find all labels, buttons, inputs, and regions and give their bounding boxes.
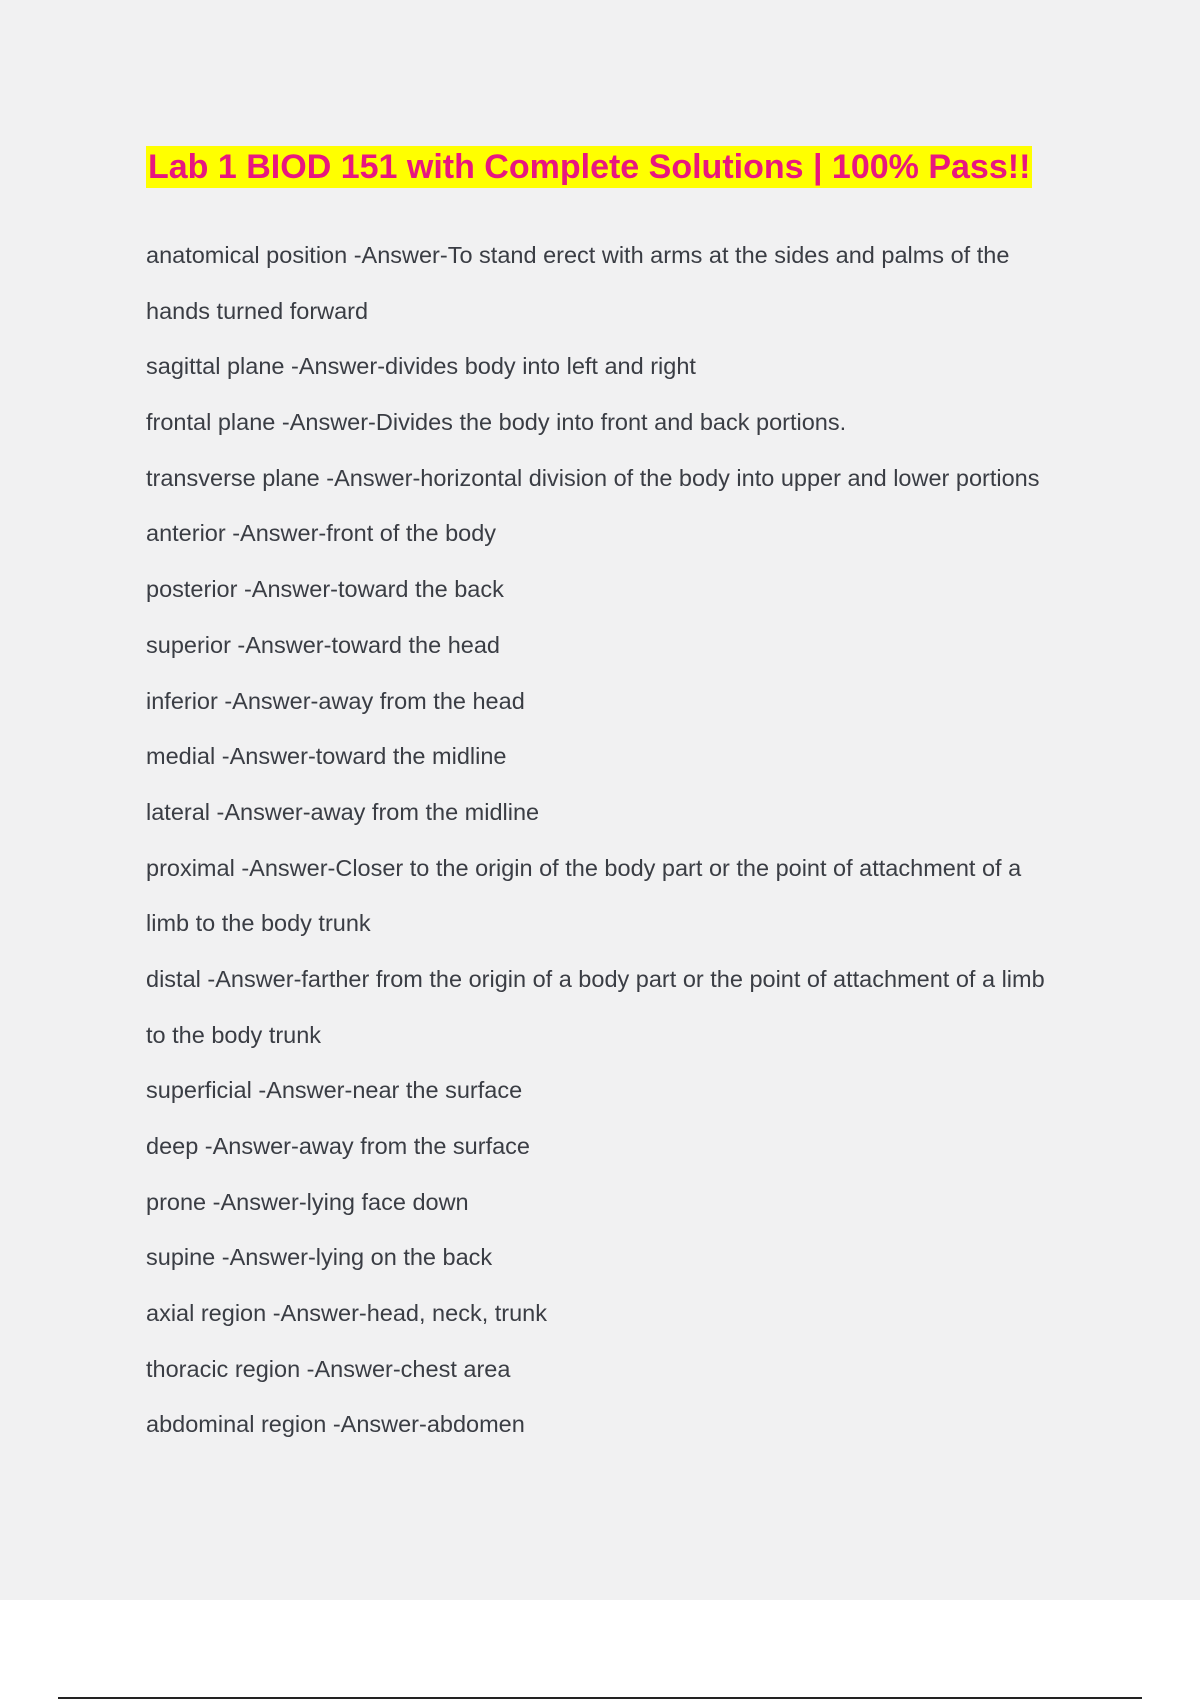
text-line: supine -Answer-lying on the back [146, 1244, 493, 1271]
text-line: deep -Answer-away from the surface [146, 1133, 530, 1159]
text-line: transverse plane -Answer-horizontal division of the body into upper and lower portions [146, 464, 1040, 491]
text-line: lateral -Answer-away from the midline [146, 798, 540, 825]
text-line: distal -Answer-farther from the origin of a body part or the point of attachment of a limb [146, 965, 1045, 992]
text-line: anterior -Answer-front of the body [146, 520, 497, 547]
text-line: superficial -Answer-near the surface [146, 1077, 523, 1104]
text-line: to the body trunk [146, 1021, 322, 1048]
text-line: posterior -Answer-toward the back [146, 576, 504, 603]
text-line: axial region -Answer-head, neck, trunk [146, 1300, 548, 1327]
text-line: thoracic region -Answer-chest area [146, 1355, 511, 1382]
text-line: proximal -Answer-Closer to the origin of the body part or the point of attachment of a [146, 854, 1022, 881]
text-line: limb to the body trunk [146, 910, 371, 937]
document-title: Lab 1 BIOD 151 with Complete Solutions | 100% Pass!! [148, 148, 1031, 186]
answer-list [146, 228, 1086, 1453]
text-line: superior -Answer-toward the head [146, 631, 500, 658]
text-line: hands turned forward [146, 297, 369, 324]
text-line: sagittal plane -Answer-divides body into left and right [146, 353, 696, 380]
text-line: prone -Answer-lying face down [146, 1188, 469, 1215]
text-line: anatomical position -Answer-To stand erect with arms at the sides and palms of the [146, 242, 1010, 268]
title-container [146, 146, 1032, 188]
text-line: abdominal region -Answer-abdomen [146, 1411, 525, 1438]
footer-divider [58, 1697, 1142, 1699]
text-line: inferior -Answer-away from the head [146, 687, 525, 714]
text-line: frontal plane -Answer-Divides the body into front and back portions. [146, 409, 847, 436]
text-line: medial -Answer-toward the midline [146, 743, 507, 770]
